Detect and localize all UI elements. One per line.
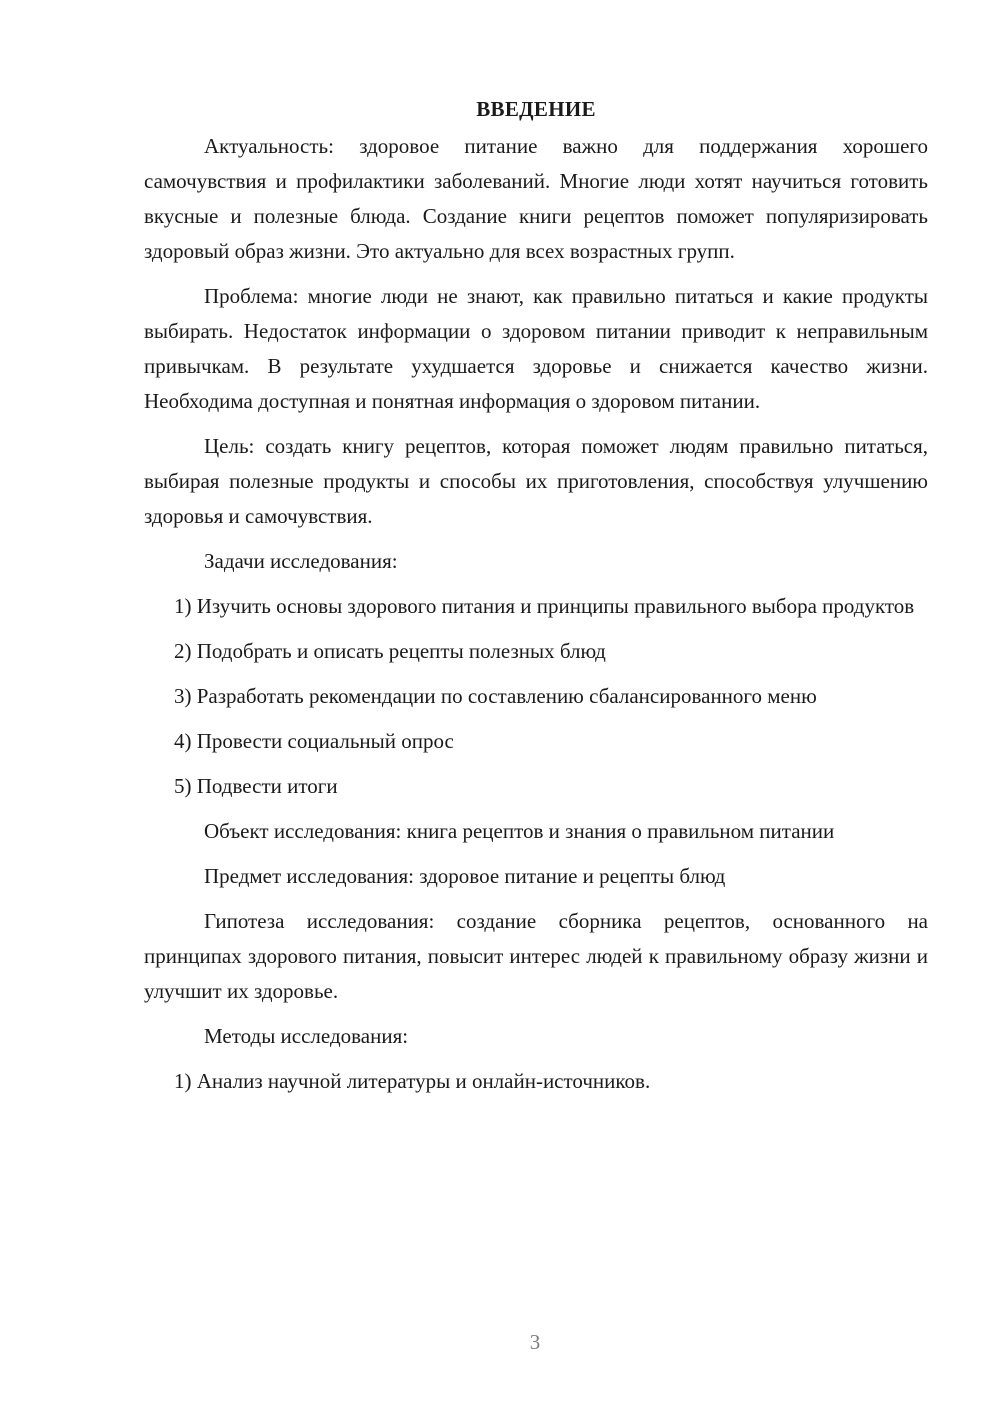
task-item-5: 5) Подвести итоги — [174, 774, 338, 798]
page-title: ВВЕДЕНИЕ — [476, 97, 596, 121]
goal-paragraph: Цель: создать книгу рецептов, которая поможет людям правильно питаться, выбирая полезные продукты и способы их приготовления, способствуя улучшению здоровья и самочувствия. — [144, 434, 928, 528]
hypothesis-paragraph: Гипотеза исследования: создание сборника рецептов, основанного на принципах здорового питания, повысит интерес людей к правильному образу жизни и улучшит их здоровье. — [144, 909, 928, 1003]
method-item-1: 1) Анализ научной литературы и онлайн-источников. — [174, 1069, 651, 1093]
page-number: 3 — [529, 1330, 541, 1354]
relevance-paragraph: Актуальность: здоровое питание важно для поддержания хорошего самочувствия и профилактики заболеваний. Многие люди хотят научиться готовить вкусные и полезные блюда. Создание книги рецептов поможет популяризировать здоровый образ жизни. Это актуально для всех возрастных групп. — [144, 134, 928, 263]
document-page — [144, 92, 928, 1109]
tasks-heading: Задачи исследования: — [204, 549, 398, 573]
methods-heading: Методы исследования: — [204, 1024, 409, 1048]
task-item-3: 3) Разработать рекомендации по составлению сбалансированного меню — [174, 684, 817, 708]
problem-paragraph: Проблема: многие люди не знают, как правильно питаться и какие продукты выбирать. Недостаток информации о здоровом питании приводит к неправильным привычкам. В результате ухудшается здоровье и снижается качество жизни. Необходима доступная и понятная информация о здоровом питании. — [144, 284, 928, 413]
subject-paragraph: Предмет исследования: здоровое питание и рецепты блюд — [204, 864, 726, 888]
task-item-4: 4) Провести социальный опрос — [174, 729, 454, 753]
task-item-1: 1) Изучить основы здорового питания и принципы правильного выбора продуктов — [174, 594, 915, 618]
object-paragraph: Объект исследования: книга рецептов и знания о правильном питании — [204, 819, 835, 843]
task-item-2: 2) Подобрать и описать рецепты полезных блюд — [174, 639, 606, 663]
